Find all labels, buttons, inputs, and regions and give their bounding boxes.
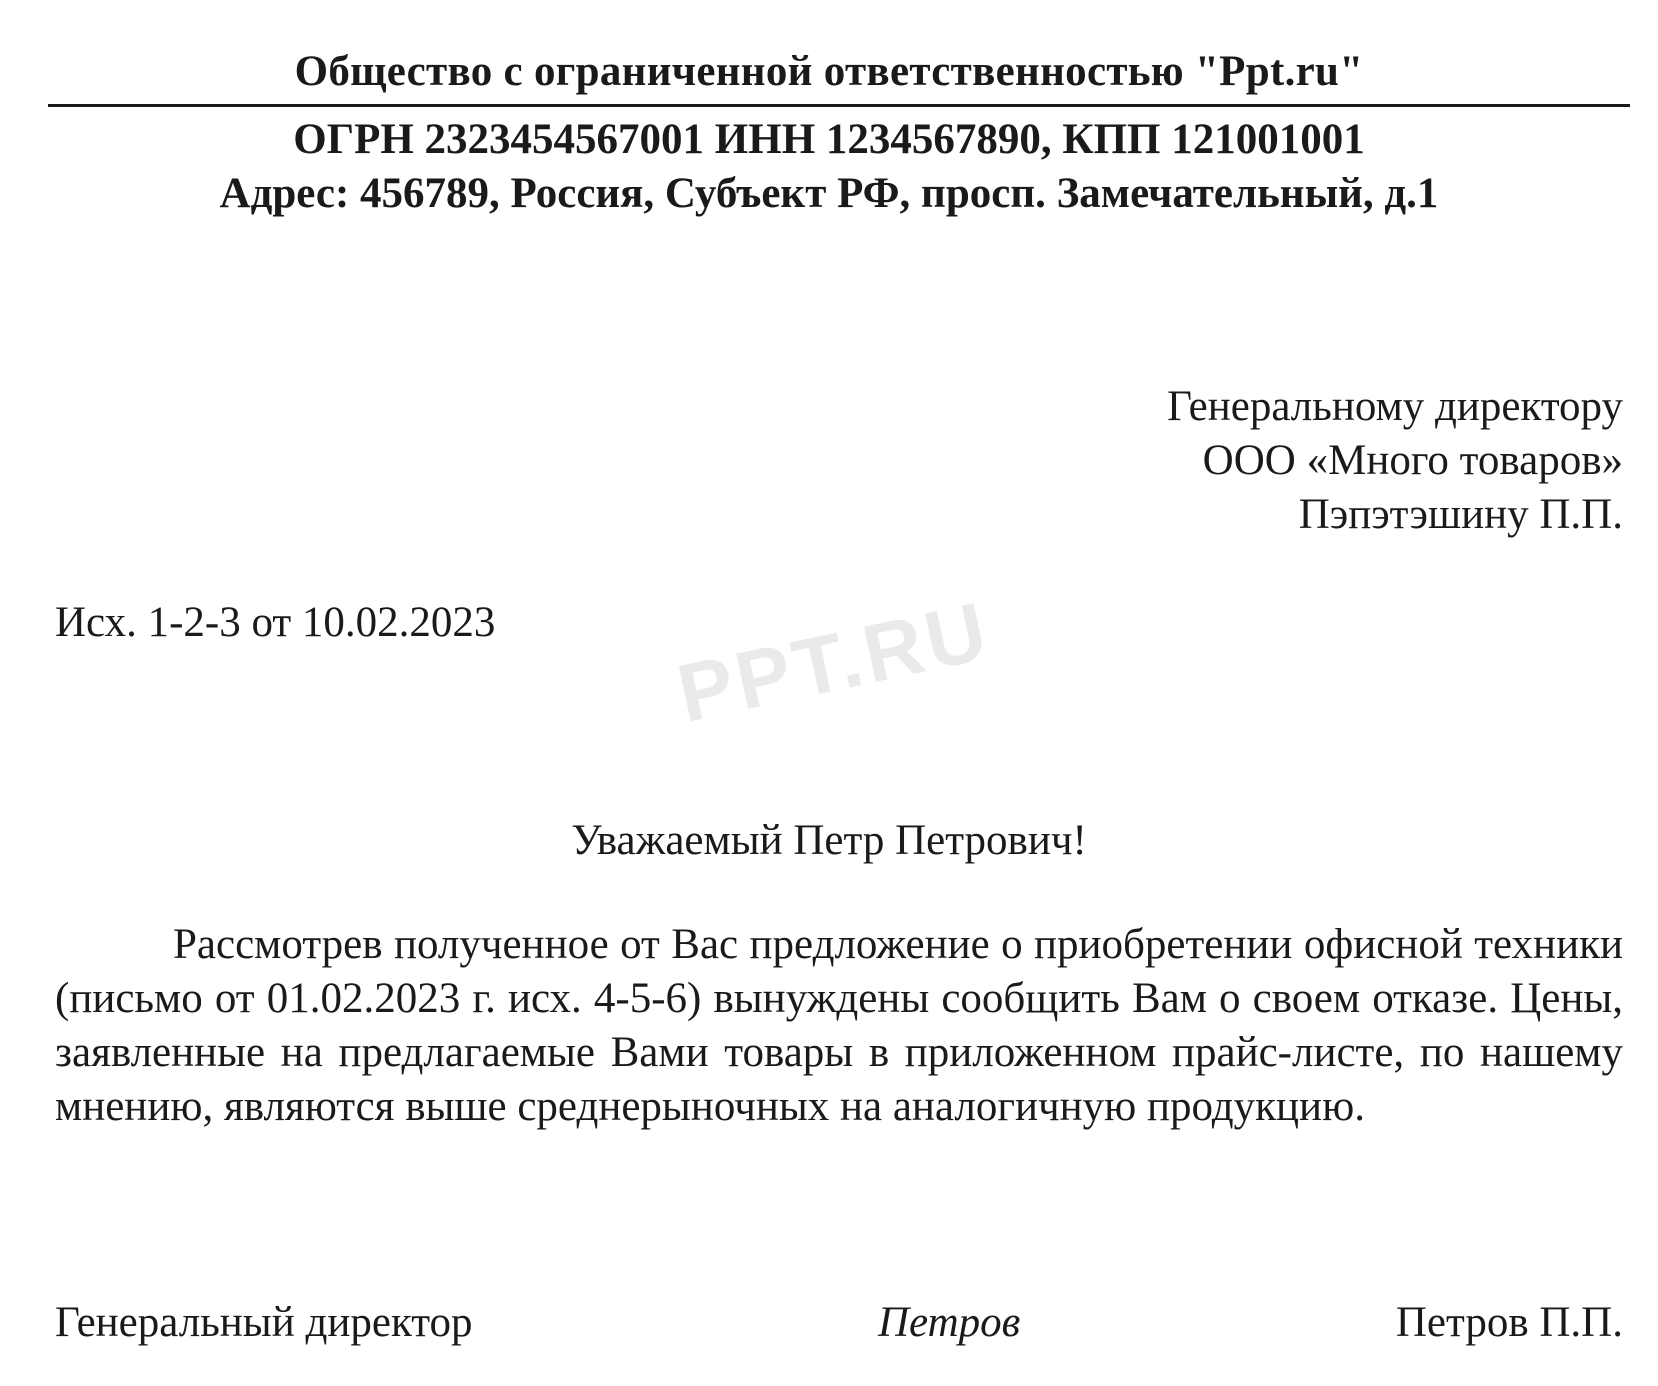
recipient-company: ООО «Много товаров» [1202,437,1623,484]
handwritten-signature: Петров [878,1299,1021,1346]
letter-body: Рассмотрев полученное от Вас предложение о приобретении офисной техники (письмо от 01.02.2023 г. исх. 4-5-6) вынуждены сообщить Вам о своем отказе. Цены, заявленные на предлагаемые Вами товары в приложенном прайс-листе, по нашему мнению, являются выше среднерыночных на аналогичную продукцию. [55,921,1623,1130]
letterhead-divider [48,104,1630,107]
organization-name: Общество с ограниченной ответственностью "Ppt.ru" [294,48,1364,95]
watermark: PPT.RU [670,585,998,740]
recipient-name: Пэпэтэшину П.П. [1298,491,1623,538]
registration-details: ОГРН 2323454567001 ИНН 1234567890, КПП 121001001 [293,116,1365,163]
outgoing-reference: Исх. 1-2-3 от 10.02.2023 [55,599,496,646]
signatory-name: Петров П.П. [1395,1299,1623,1346]
recipient-block [1167,380,1623,542]
greeting: Уважаемый Петр Петрович! [571,817,1087,864]
recipient-position: Генеральному директору [1167,383,1623,430]
signatory-position: Генеральный директор [55,1299,473,1346]
organization-address: Адрес: 456789, Россия, Субъект РФ, просп. Замечательный, д.1 [219,170,1439,217]
